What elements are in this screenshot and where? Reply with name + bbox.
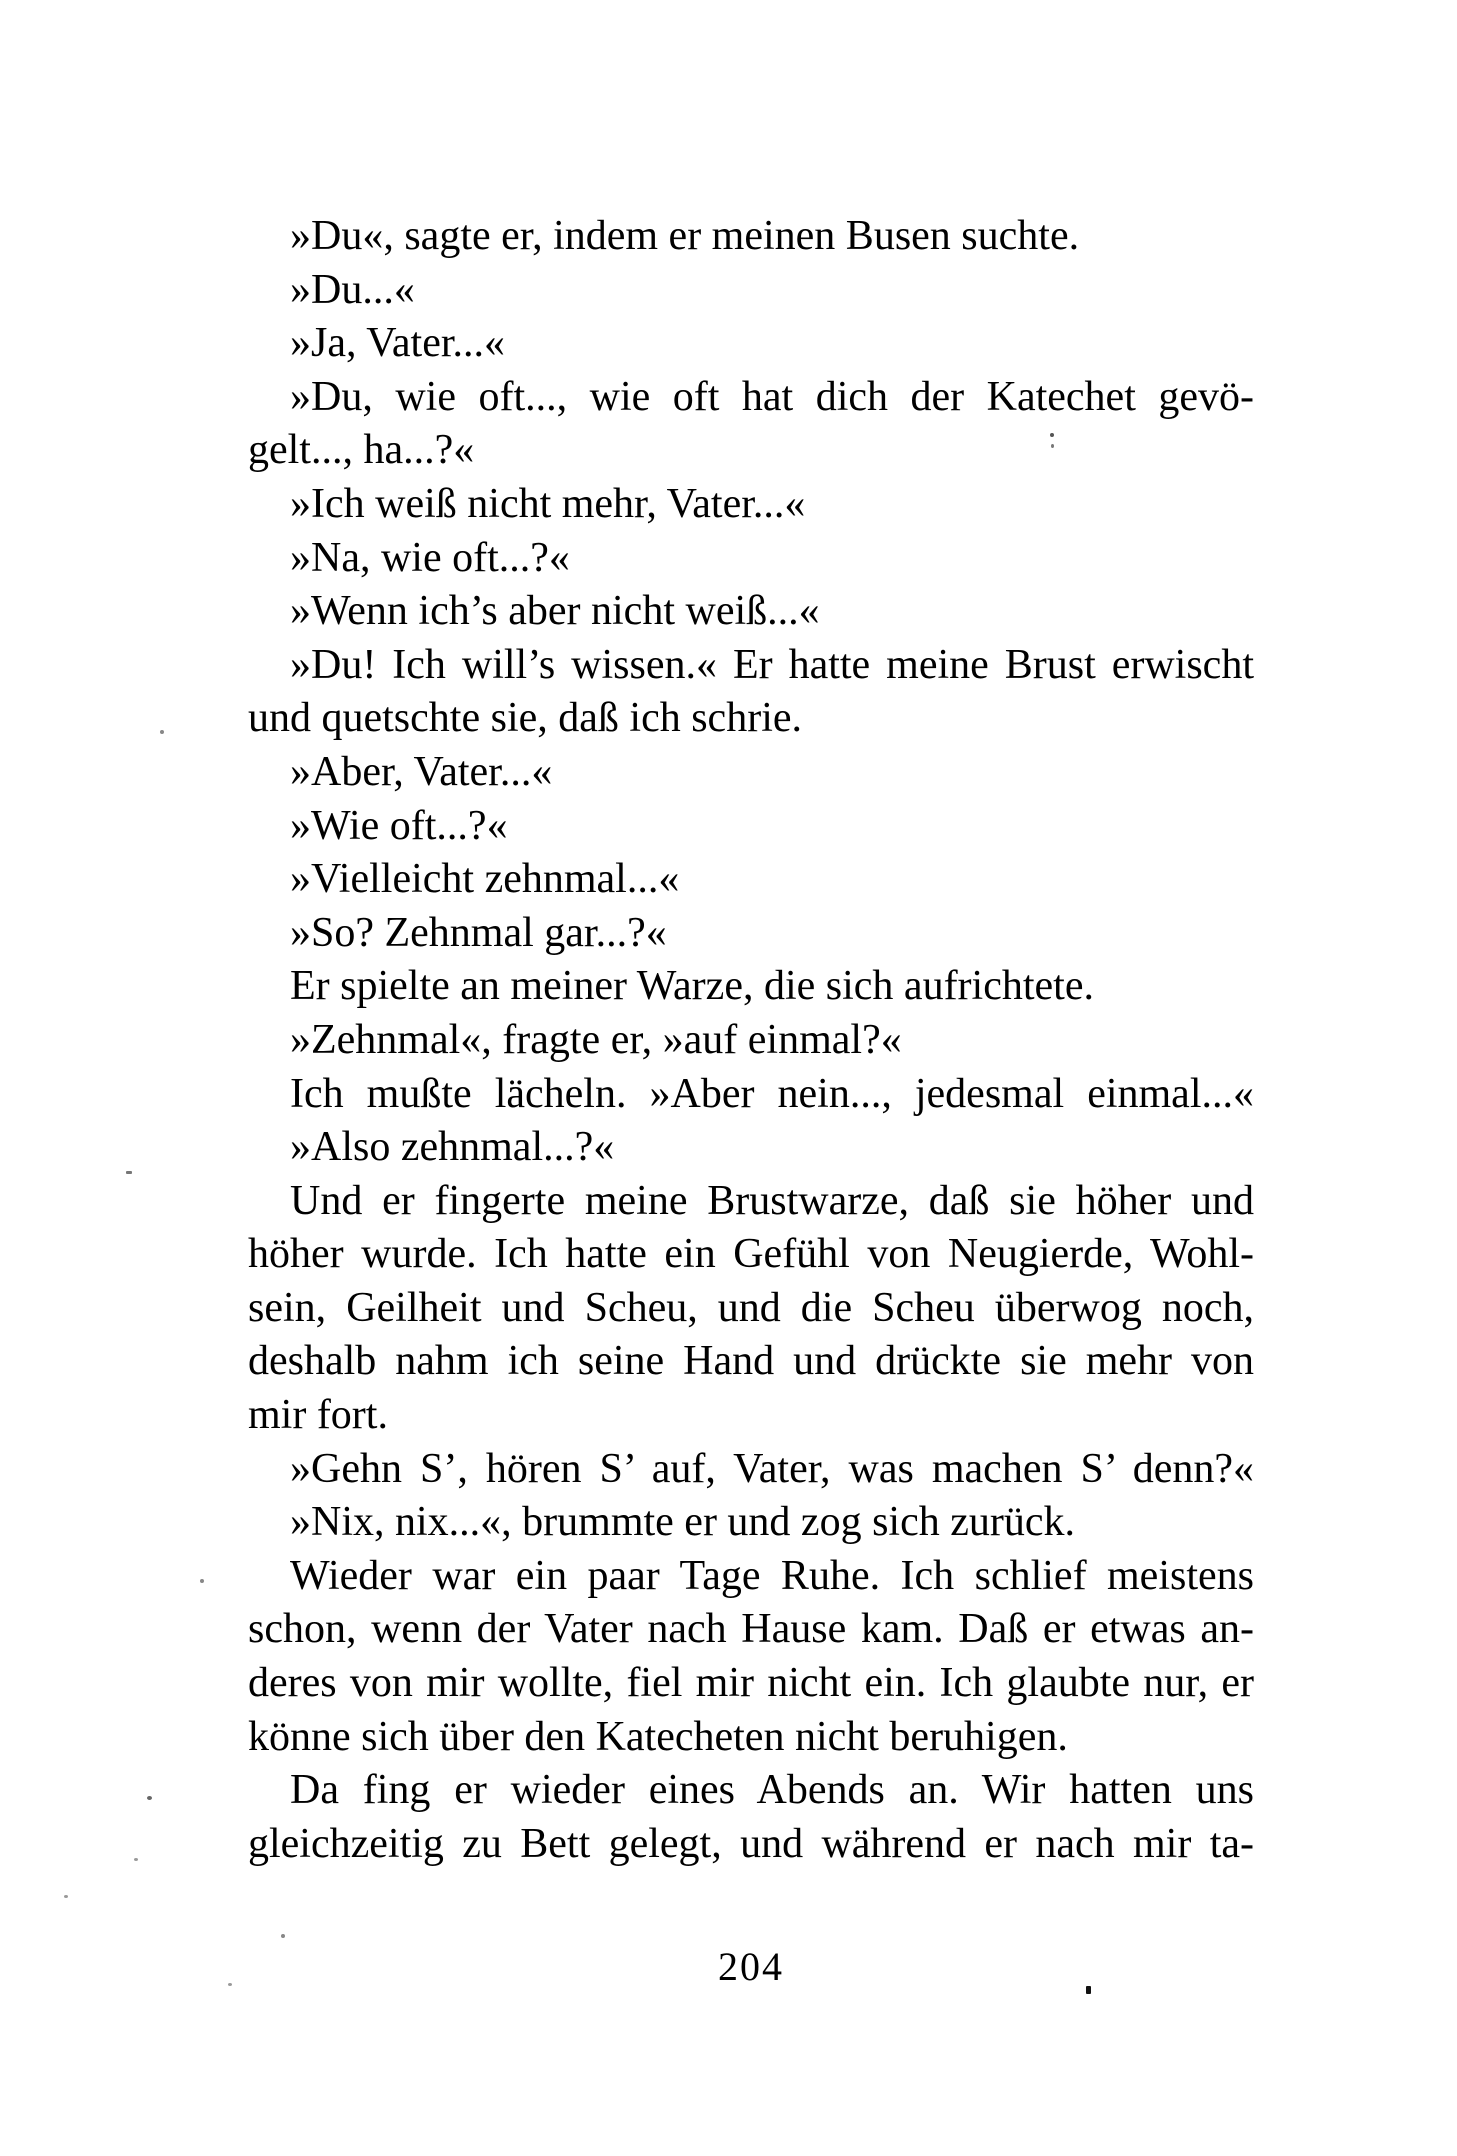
text-line: höher wurde. Ich hatte ein Gefühl von Neugierde, Wohl- [248,1231,1254,1278]
text-line: »So? Zehnmal gar...?« [290,909,667,956]
scan-speck [228,1983,232,1986]
scan-speck [160,730,164,734]
page-number: 204 [718,1944,784,1989]
scan-speck [1050,433,1054,437]
text-line: Ich mußte lächeln. »Aber nein..., jedesmal einmal...« [290,1070,1254,1117]
text-line: »Du! Ich will’s wissen.« Er hatte meine Brust erwischt [290,641,1254,688]
scan-speck [281,1934,285,1938]
text-line: »Ja, Vater...« [290,320,506,367]
text-line: schon, wenn der Vater nach Hause kam. Daß er etwas an- [248,1606,1254,1653]
scan-speck [126,1171,132,1174]
scan-speck [1086,1986,1091,1994]
text-line: und quetschte sie, daß ich schrie. [248,695,802,742]
text-line: sein, Geilheit und Scheu, und die Scheu überwog noch, [248,1284,1254,1331]
text-line: »Nix, nix...«, brummte er und zog sich zurück. [290,1499,1075,1546]
text-line: »Du...« [290,266,415,313]
text-line: Und er fingerte meine Brustwarze, daß sie höher und [290,1177,1254,1224]
text-line: könne sich über den Katecheten nicht beruhigen. [248,1713,1068,1760]
text-line: Da fing er wieder eines Abends an. Wir hatten uns [290,1767,1254,1814]
text-line: »Ich weiß nicht mehr, Vater...« [290,480,806,527]
text-line: »Du«, sagte er, indem er meinen Busen suchte. [290,213,1080,259]
text-line: deres von mir wollte, fiel mir nicht ein. Ich glaubte nur, er [248,1660,1254,1707]
scan-speck [64,1895,68,1898]
scan-speck [147,1796,152,1800]
text-line: »Also zehnmal...?« [290,1124,615,1171]
text-line: Er spielte an meiner Warze, die sich aufrichtete. [290,963,1094,1010]
text-line: gleichzeitig zu Bett gelegt, und während er nach mir ta- [248,1820,1254,1867]
text-line: mir fort. [248,1392,388,1439]
text-line: Wieder war ein paar Tage Ruhe. Ich schlief meistens [290,1552,1254,1599]
text-line: »Vielleicht zehnmal...« [290,856,680,903]
text-line: »Du, wie oft..., wie oft hat dich der Katechet gevö- [290,373,1254,420]
text-line: »Zehnmal«, fragte er, »auf einmal?« [290,1016,902,1063]
text-line: gelt..., ha...?« [248,427,475,474]
text-block [248,210,1254,1871]
text-line: »Na, wie oft...?« [290,534,570,581]
text-line: »Gehn S’, hören S’ auf, Vater, was machen S’ denn?« [290,1445,1254,1492]
text-line: »Wenn ich’s aber nicht weiß...« [290,588,820,635]
text-line: »Wie oft...?« [290,802,508,849]
scan-speck [134,1858,138,1861]
text-line: »Aber, Vater...« [290,748,553,795]
text-line: deshalb nahm ich seine Hand und drückte sie mehr von [248,1338,1254,1385]
scan-speck [1051,444,1054,448]
scan-speck [200,1579,204,1583]
